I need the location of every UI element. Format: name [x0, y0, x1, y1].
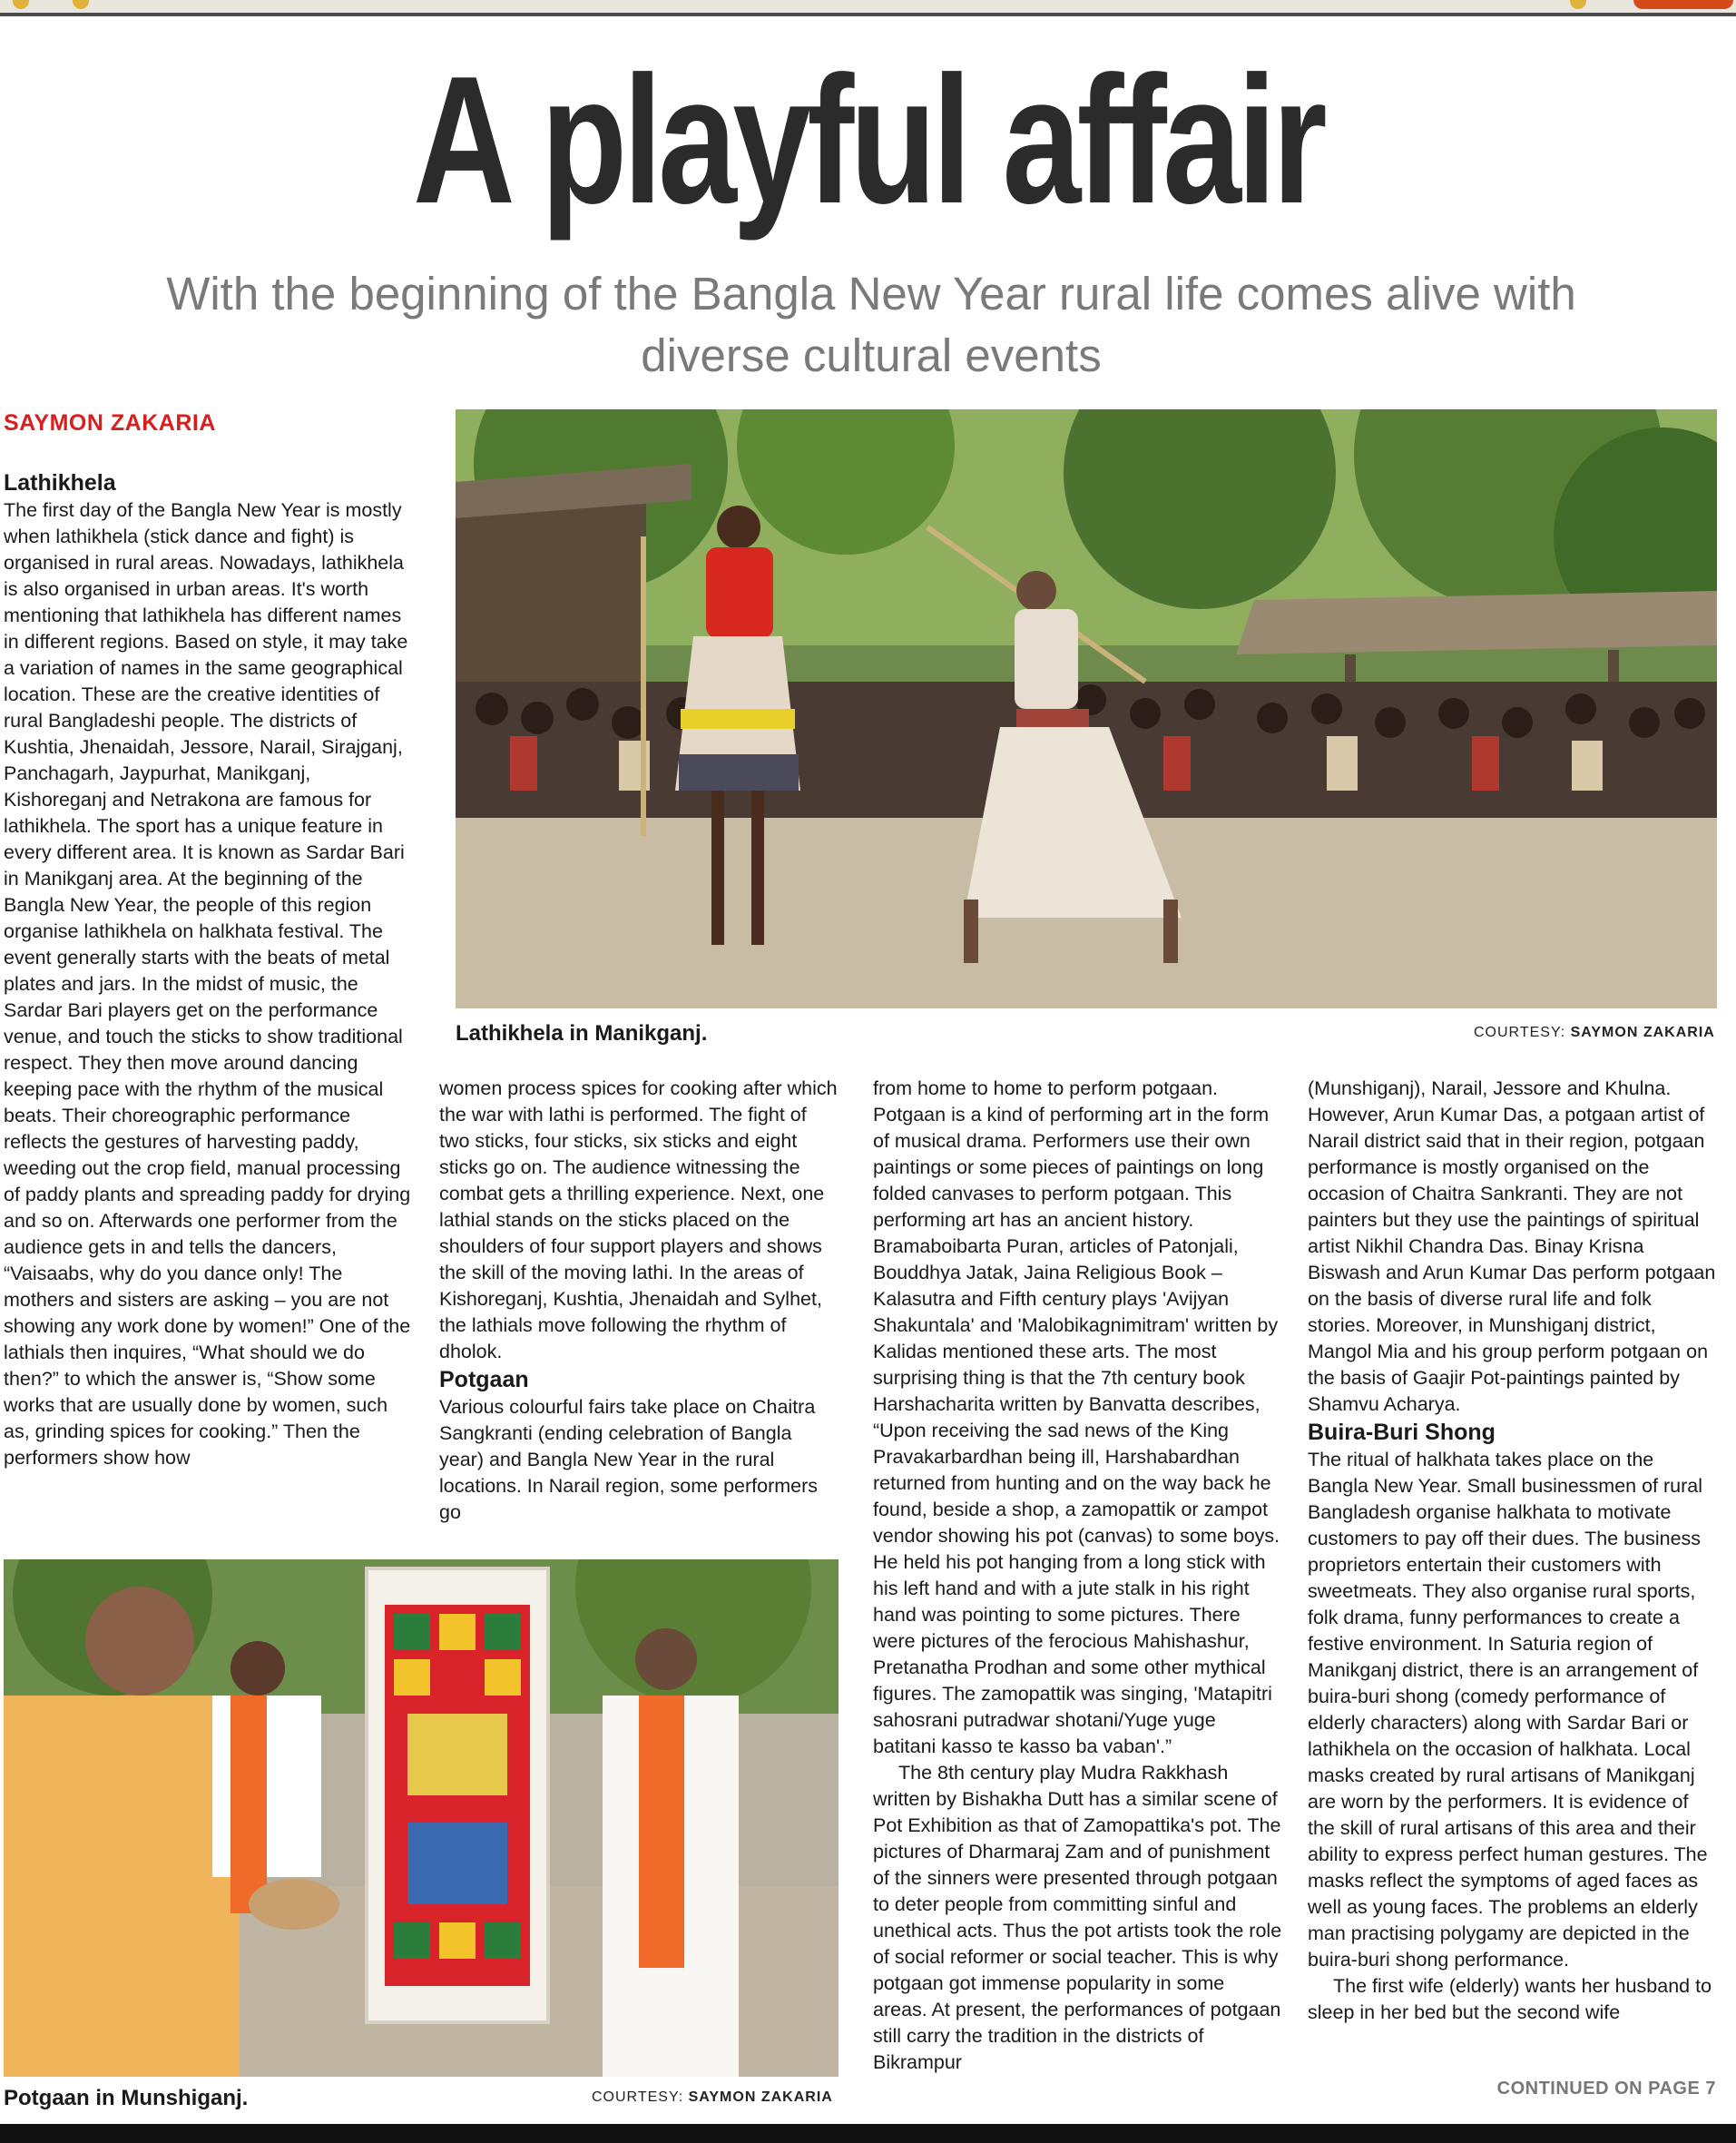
courtesy-label: COURTESY:	[592, 2089, 684, 2105]
paragraph: Various colourful fairs take place on Chaitra Sangkranti (ending celebration of Bangla year) and Bangla New Year in the rural locations. In Narail region, some performers go	[439, 1396, 819, 1523]
courtesy-name: SAYMON ZAKARIA	[1570, 1025, 1715, 1040]
paragraph: women process spices for cooking after which the war with lathi is performed. The fight of two sticks, four sticks, six sticks and eight sticks go on. The audience witnessing the combat gets a thrilling experience. Next, one lathial stands on the sticks placed on the shoulders of four support players and shows the skill of the moving lathi. In the areas of Kishoreganj, Kushtia, Jhenaidah and Sylhet, the lathials move following the rhythm of dholok.	[439, 1077, 838, 1362]
headline: A playful affair	[413, 39, 1323, 241]
section-heading-potgaan: Potgaan	[439, 1367, 529, 1392]
article-column-2	[439, 1076, 840, 1526]
top-ornament-bar	[0, 0, 1736, 16]
bottom-bar	[0, 2124, 1736, 2143]
paragraph: The 8th century play Mudra Rakkhash written by Bishakha Dutt has a similar scene of Pot Exhibition as that of Zamopattika's pot. The pictures of Dharmaraj Zam and of punishment of the sinners were presented through potgaan to deter people from committing sinful and unethical acts. Thus the pot artists took the role of social reformer or social teacher. This is why potgaan got immense popularity in some areas. At present, the performances of potgaan still carry the tradition in the districts of Bikrampur	[873, 1762, 1282, 2073]
continued-on-page: CONTINUED ON PAGE 7	[1496, 2079, 1716, 2099]
paragraph: The first wife (elderly) wants her husband to sleep in her bed but the second wife	[1308, 1975, 1712, 2023]
paragraph: The ritual of halkhata takes place on the Bangla New Year. Small businessmen of rural Bangladesh organise halkhata to motivate customers to pay off their dues. The business proprietors entertain their customers with sweetmeats. They also organise rural sports, folk drama, funny performances to create a festive environment. In Saturia region of Manikganj district, there is an arrangement of buira-buri shong (comedy performance of elderly characters) along with Sardar Bari or lathikhela on the occasion of halkhata. Local masks created by rural artisans of Manikganj are worn by the performers. It is evidence of the skill of rural artisans of this area and their ability to express perfect human gestures. The masks reflect the symptoms of aged faces as well as young faces. The problems an elderly man practising polygamy are depicted in the buira-buri shong performance.	[1308, 1449, 1708, 1971]
section-heading-lathikhela: Lathikhela	[4, 470, 116, 496]
potgaan-courtesy	[592, 2089, 833, 2106]
paragraph: The first day of the Bangla New Year is mostly when lathikhela (stick dance and fight) is organised in rural areas. Nowadays, lathikhela is also organised in urban areas. It's worth mentioning that lathikhela has different names in different regions. Based on style, it may take a variation of names in the same geographical location. These are the creative identities of rural Bangladeshi people. The districts of Kushtia, Jhenaidah, Jessore, Narail, Sirajganj, Panchagarh, Jaypurhat, Manikganj, Kishoreganj and Netrakona are famous for lathikhela. The sport has a unique feature in every different area. It is known as Sardar Bari in Manikganj area. At the beginning of the Bangla New Year, the people of this region organise lathikhela on halkhata festival. The event generally starts with the beats of metal plates and jars. In the midst of music, the Sardar Bari players get on the performance venue, and touch the sticks to show traditional respect. They then move around dancing keeping pace with the rhythm of the musical beats. Their choreographic performance reflects the gestures of harvesting paddy, weeding out the crop field, manual processing of paddy plants and spreading paddy for drying and so on. Afterwards one performer from the audience gets in and tells the dancers, “Vaisaabs, why do you dance only! The mothers and sisters are asking – you are not showing any work done by women!” One of the lathials then inquires, “What should we do then?” to which the answer is, “Show some works that are usually done by women, such as, grinding spices for cooking.” Then the performers show how	[4, 499, 411, 1469]
courtesy-label: COURTESY:	[1474, 1025, 1566, 1040]
lathikhela-caption: Lathikhela in Manikganj.	[456, 1021, 708, 1046]
potgaan-caption: Potgaan in Munshiganj.	[4, 2086, 249, 2110]
article-column-1	[4, 468, 414, 1471]
article-column-3	[873, 1076, 1283, 2076]
lathikhela-courtesy	[1474, 1025, 1715, 1041]
potgaan-photo	[4, 1559, 839, 2077]
subheadline: With the beginning of the Bangla New Year rural life comes alive with diverse cultural events	[166, 268, 1576, 381]
byline: SAYMON ZAKARIA	[4, 410, 216, 436]
article-column-4	[1308, 1076, 1718, 2026]
lathikhela-photo	[456, 409, 1717, 1008]
paragraph: (Munshiganj), Narail, Jessore and Khulna. However, Arun Kumar Das, a potgaan artist of Narail district said that in their region, potgaan performance is mostly organised on the occasion of Chaitra Sankranti. They are not painters but they use the paintings of spiritual artist Nikhil Chandra Das. Binay Krisna Biswash and Arun Kumar Das perform potgaan on the basis of diverse rural life and folk stories. Moreover, in Munshiganj district, Mangol Mia and his group perform potgaan on the basis of Gaajir Pot-paintings painted by Shamvu Acharya.	[1308, 1077, 1716, 1415]
paragraph: from home to home to perform potgaan. Potgaan is a kind of performing art in the form of musical drama. Performers use their own paintings or some pieces of paintings on long folded canvases to perform potgaan. This performing art has an ancient history. Bramaboibarta Puran, articles of Patonjali, Bouddhya Jatak, Jaina Religious Book – Kalasutra and Fifth century plays 'Avijyan Shakuntala' and 'Malobikagnimitram' written by Kalidas mentioned these arts. The most surprising thing is that the 7th century book Harshacharita written by Banvatta describes, “Upon receiving the sad news of the King Pravakarbardhan being ill, Harshabardhan returned from hunting and on the way back he found, beside a shop, a zamopattik or zampot vendor showing his pot (canvas) to some boys. He held his pot hanging from a long stick with his left hand and with a jute stalk in his right hand was pointing to some pictures. There were pictures of the ferocious Mahishashur, Pretanatha Prodhan and some other mythical figures. The zamopattik was singing, 'Matapitri sahosrani putradwar shotani/Yuge yuge batitani kasso te kasso ba vaban'.”	[873, 1077, 1280, 1757]
courtesy-name: SAYMON ZAKARIA	[688, 2089, 833, 2105]
section-heading-buira-buri-shong: Buira-Buri Shong	[1308, 1420, 1496, 1445]
